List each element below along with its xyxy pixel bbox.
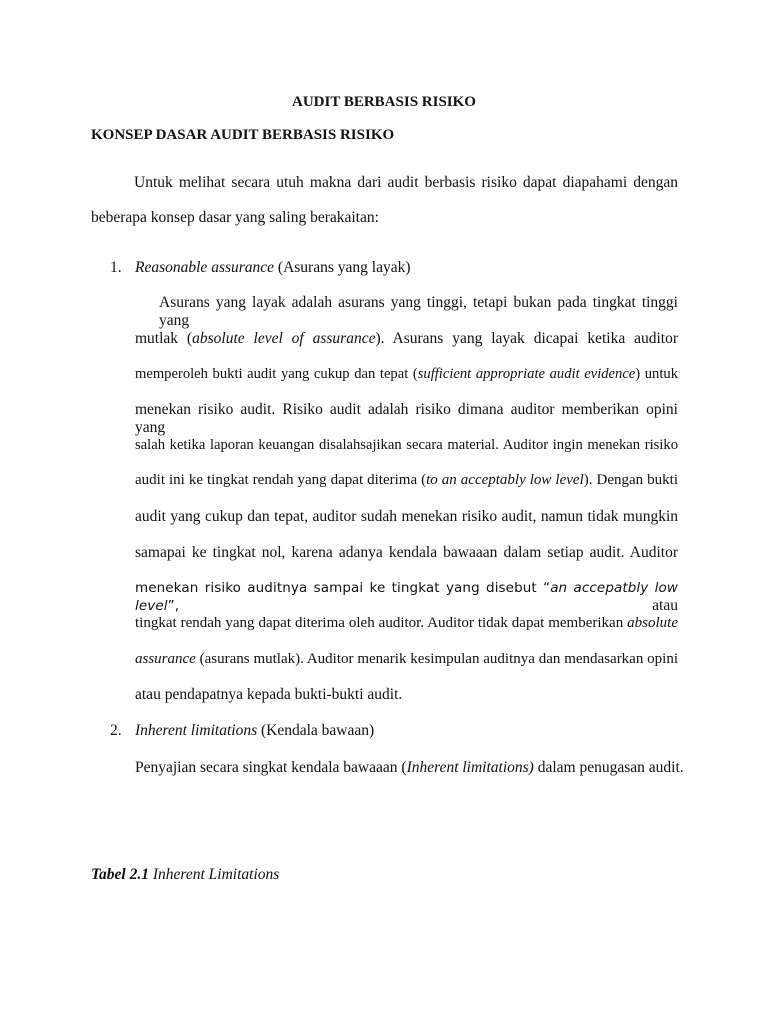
intro-line-1: Untuk melihat secara utuh makna dari audit berbasis risiko dapat diapahami dengan: [134, 174, 678, 191]
list-item-2-body: Penyajian secara singkat kendala bawaaan (Inherent limitations) dalam penugasan audit.: [135, 759, 684, 776]
body-line: [135, 401, 678, 437]
table-caption-label: Tabel 2.1: [91, 866, 149, 883]
body-line-5: salah ketika laporan keuangan disalahsajikan secara material. Auditor ingin menekan risiko: [135, 437, 678, 453]
body-line-1: Asurans yang layak adalah asurans yang tinggi, tetapi bukan pada tingkat tinggi yang: [159, 294, 678, 329]
body-line-2: mutlak (absolute level of assurance). Asurans yang layak dicapai ketika auditor: [135, 330, 678, 347]
table-caption: [91, 866, 279, 884]
list-item-1-heading: [135, 259, 411, 277]
body-line: [135, 472, 678, 489]
body-line-7: audit yang cukup dan tepat, auditor sudah menekan risiko audit, namun tidak mungkin: [135, 508, 678, 525]
intro-paragraph-line: [134, 174, 678, 192]
body-line-3: memperoleh bukti audit yang cukup dan tepat (sufficient appropriate audit evidence) untuk: [135, 366, 678, 382]
body-line: [135, 615, 678, 632]
body-line-10: tingkat rendah yang dapat diterima oleh auditor. Auditor tidak dapat memberikan absolute: [135, 615, 678, 631]
body-line: [135, 651, 678, 668]
list-item-2-term: Inherent limitations: [135, 722, 258, 739]
list-number-2: 2.: [110, 722, 122, 739]
list-item-1-term: Reasonable assurance: [135, 259, 275, 276]
list-item-1-term-suffix: (Asurans yang layak): [274, 259, 411, 276]
list-item-2-term-suffix: (Kendala bawaan): [257, 722, 375, 739]
list-number-1: 1.: [110, 259, 122, 276]
body-line: [159, 294, 678, 330]
body-line: [135, 437, 678, 454]
body-line: [135, 544, 678, 562]
body-line-12: atau pendapatnya kepada bukti-bukti audit.: [135, 686, 403, 703]
body-line: [135, 579, 678, 615]
body-line-11: assurance (asurans mutlak). Auditor menarik kesimpulan auditnya dan mendasarkan opini: [135, 651, 678, 667]
intro-line-2: beberapa konsep dasar yang saling berakaitan:: [91, 209, 379, 226]
body-line: [135, 508, 678, 526]
table-caption-text: Inherent Limitations: [148, 866, 280, 883]
document-title: AUDIT BERBASIS RISIKO: [292, 94, 476, 110]
section-heading: KONSEP DASAR AUDIT BERBASIS RISIKO: [91, 127, 395, 143]
list-item-2-heading: [135, 722, 374, 740]
body-line: [135, 330, 678, 348]
body-line-8: samapai ke tingkat nol, karena adanya kendala bawaaan dalam setiap audit. Auditor: [135, 544, 678, 561]
body-line-6: audit ini ke tingkat rendah yang dapat diterima (to an acceptably low level). Dengan bukti: [135, 472, 678, 488]
body-line: [135, 366, 678, 383]
body-line-4: menekan risiko audit. Risiko audit adalah risiko dimana auditor memberikan opini yang: [135, 401, 678, 436]
body-line-9: menekan risiko auditnya sampai ke tingkat yang disebut “an accepatbly low level”, atau: [135, 580, 678, 614]
